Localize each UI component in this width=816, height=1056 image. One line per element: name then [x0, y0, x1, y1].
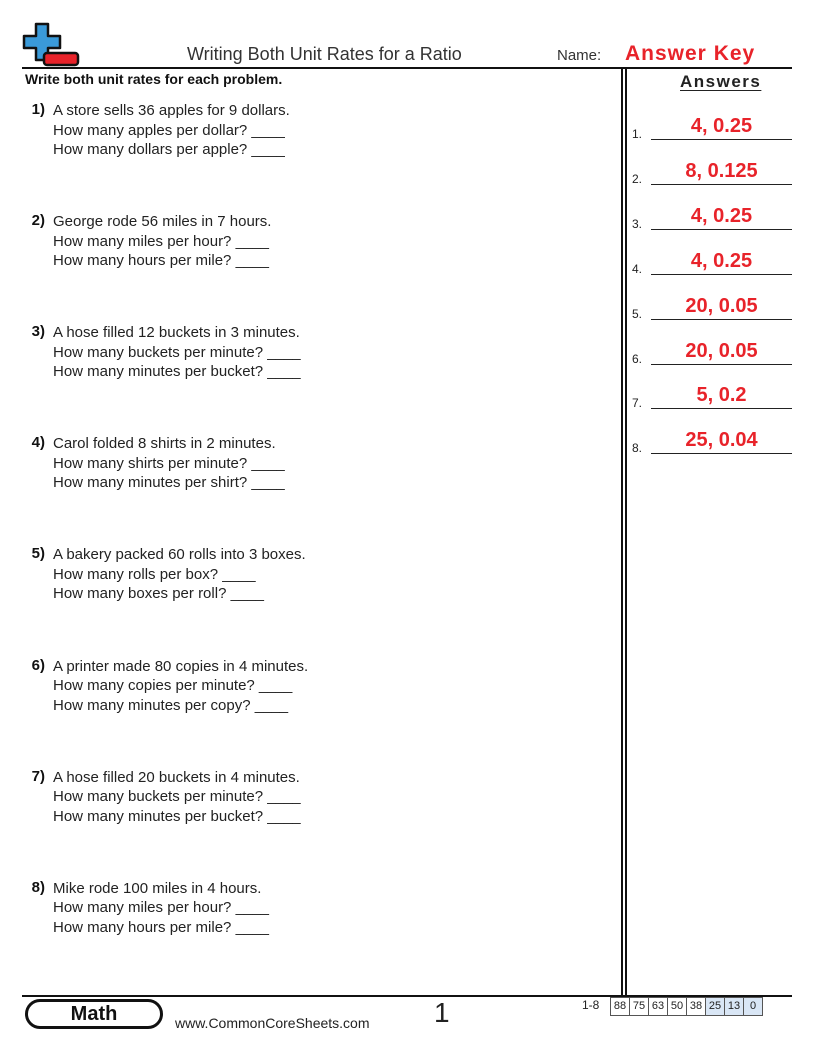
score-cell: 50 [668, 997, 687, 1016]
name-label: Name: [557, 47, 602, 64]
problem-number: 1) [31, 101, 45, 118]
instructions: Write both unit rates for each problem. [25, 71, 283, 87]
answer-value: 8, 0.125 [685, 159, 758, 182]
score-cell: 88 [611, 997, 630, 1016]
answer-row [632, 335, 792, 365]
answer-number: 6. [632, 351, 643, 366]
answer-value: 20, 0.05 [685, 294, 758, 317]
answer-number: 3. [632, 216, 643, 231]
answer-number: 1. [632, 127, 643, 141]
website-link[interactable]: www.CommonCoreSheets.com [175, 1015, 370, 1031]
score-cell: 75 [630, 997, 649, 1016]
answers-column-divider [625, 69, 627, 996]
problem-number: 3) [31, 323, 45, 341]
answer-number: 7. [632, 396, 643, 411]
problem-text: How many apples per dollar? ____ [53, 121, 285, 139]
header-divider [22, 67, 792, 69]
problem-text: Mike rode 100 miles in 4 hours. [53, 879, 262, 897]
answer-number: 5. [632, 306, 643, 321]
answer-row [632, 245, 792, 275]
answer-line [651, 453, 792, 454]
problem-text: How many minutes per bucket? ____ [53, 363, 301, 381]
answer-value: 4, 0.25 [690, 249, 753, 272]
problem-text: How many hours per mile? ____ [53, 252, 269, 270]
answer-line [651, 229, 792, 230]
plus-minus-logo-icon [22, 22, 80, 68]
problem-text: A hose filled 12 buckets in 3 minutes. [53, 324, 300, 342]
problem-text: How many miles per hour? ____ [53, 232, 269, 250]
score-cell: 13 [725, 997, 744, 1016]
problem-text: A store sells 36 apples for 9 dollars. [53, 102, 290, 119]
problem-number: 6) [31, 656, 45, 674]
answer-line [651, 274, 792, 275]
problem-number: 4) [31, 434, 45, 452]
answer-line [651, 319, 792, 320]
problem-text: How many copies per minute? ____ [53, 677, 293, 694]
answer-line [651, 408, 792, 409]
answer-line [651, 364, 792, 365]
answer-number: 2. [632, 171, 643, 186]
answer-row [632, 379, 792, 409]
problem-text: How many dollars per apple? ____ [53, 141, 285, 158]
answer-row [632, 155, 792, 185]
answer-value: 4, 0.25 [690, 115, 753, 137]
problem-number: 7) [31, 767, 45, 785]
subject-badge: Math [25, 999, 163, 1029]
score-table [610, 997, 763, 1016]
problem-text: How many rolls per box? ____ [53, 565, 256, 583]
page-number: 1 [434, 997, 450, 1028]
answer-number: 4. [632, 261, 643, 276]
score-cell: 38 [687, 997, 706, 1016]
answer-line [651, 184, 792, 185]
problem-text: Carol folded 8 shirts in 2 minutes. [53, 435, 276, 453]
problem-text: How many buckets per minute? ____ [53, 788, 301, 806]
answer-value: 4, 0.25 [690, 204, 753, 227]
answer-row [632, 290, 792, 320]
problem-text: A bakery packed 60 rolls into 3 boxes. [53, 546, 306, 564]
answer-number: 8. [632, 441, 643, 456]
answer-row [632, 200, 792, 230]
problem-text: How many minutes per shirt? ____ [53, 474, 285, 492]
problem-text: A hose filled 20 buckets in 4 minutes. [53, 768, 300, 786]
problem-text: How many shirts per minute? ____ [53, 454, 285, 472]
problem-text: George rode 56 miles in 7 hours. [53, 213, 272, 231]
problem-text: How many hours per mile? ____ [53, 918, 269, 936]
answer-row [632, 424, 792, 454]
problem-number: 2) [31, 212, 45, 230]
answer-line [651, 139, 792, 140]
score-cell: 63 [649, 997, 668, 1016]
problem-text: How many miles per hour? ____ [53, 899, 269, 917]
answers-header: Answers [680, 72, 762, 91]
answer-value: 20, 0.05 [685, 339, 758, 362]
answer-value: 5, 0.2 [696, 384, 747, 407]
score-cell: 0 [744, 997, 763, 1016]
problem-text: How many boxes per roll? ____ [53, 585, 264, 603]
answer-row [632, 110, 792, 140]
problem-text: How many minutes per copy? ____ [53, 696, 289, 714]
problem-number: 8) [31, 878, 45, 896]
problem-number: 5) [31, 545, 45, 563]
answer-key-label: Answer Key [625, 42, 756, 65]
problem-text: A printer made 80 copies in 4 minutes. [53, 657, 309, 675]
page-title: Writing Both Unit Rates for a Ratio [187, 44, 462, 64]
score-range-label: 1-8 [582, 998, 600, 1012]
score-cell: 25 [706, 997, 725, 1016]
answers-column-divider [621, 69, 623, 996]
answer-value: 25, 0.04 [685, 429, 758, 452]
problem-text: How many buckets per minute? ____ [53, 343, 301, 361]
problem-text: How many minutes per bucket? ____ [53, 807, 301, 825]
